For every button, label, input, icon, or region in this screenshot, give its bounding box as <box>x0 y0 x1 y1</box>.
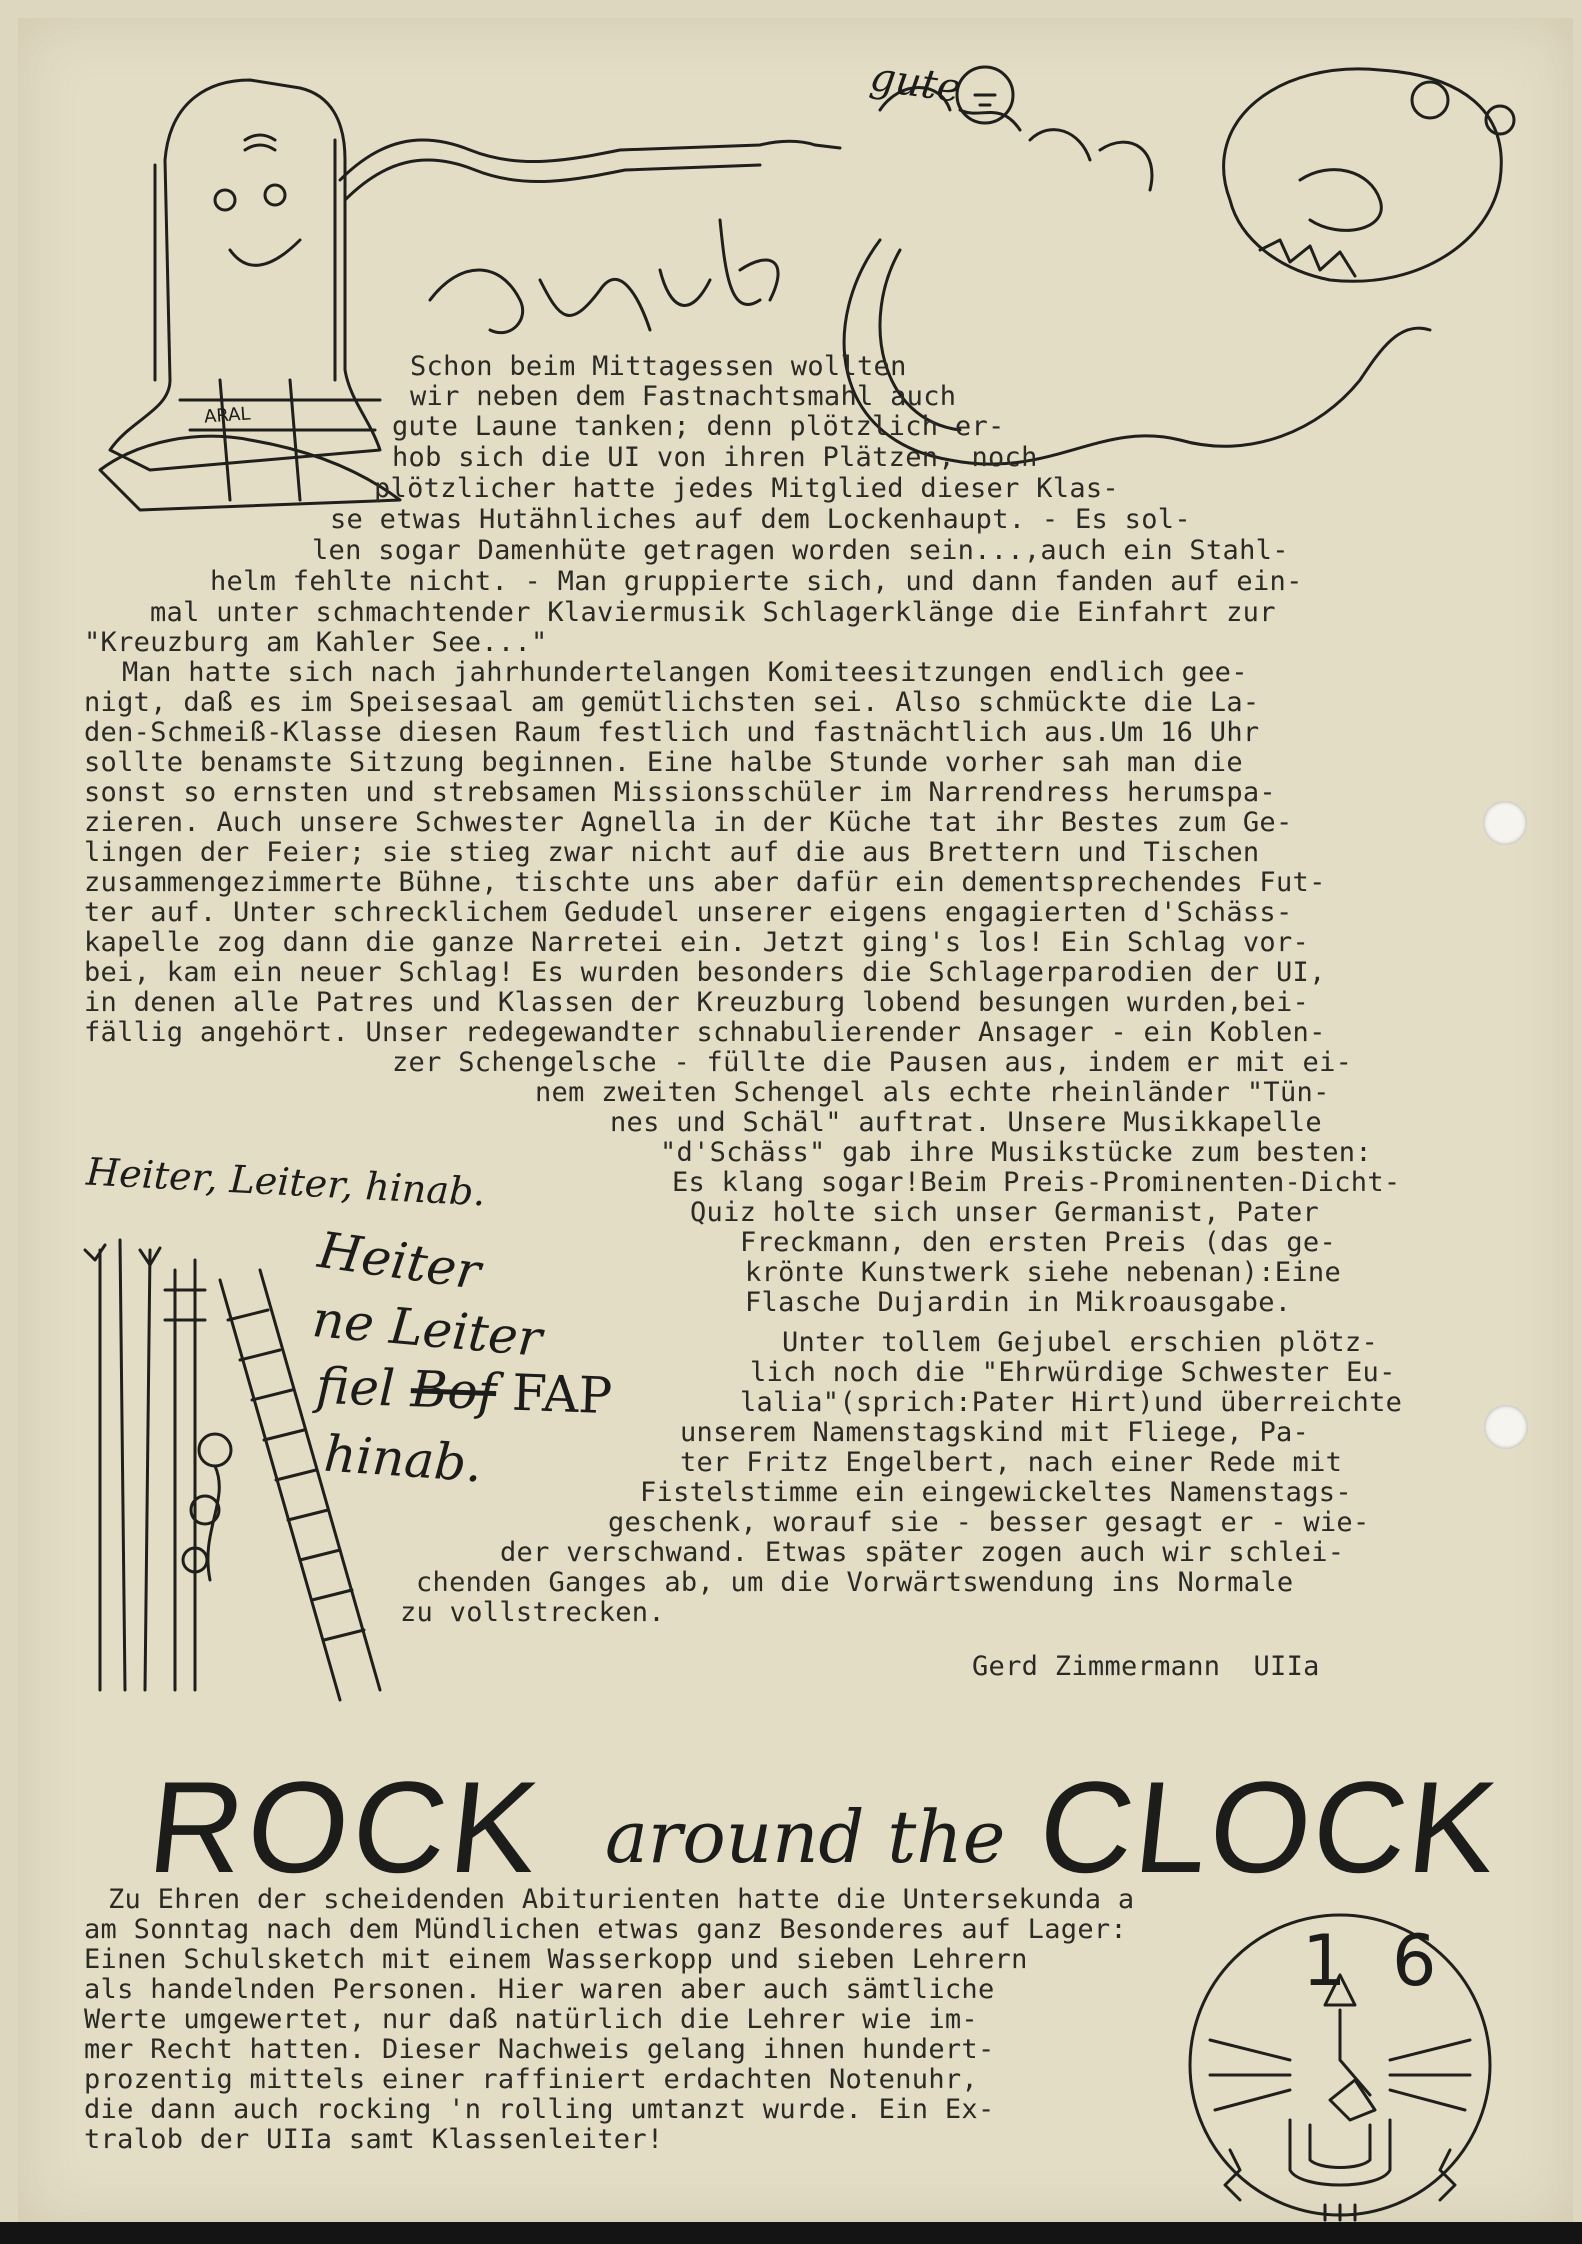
title-around-the: around the <box>605 1795 1006 1879</box>
article2-line: tralob der UIIa samt Klassenleiter! <box>84 2124 664 2155</box>
article-line: ter Fritz Engelbert, nach einer Rede mit <box>680 1447 1343 1478</box>
article-line: unserem Namenstagskind mit Fliege, Pa- <box>680 1417 1310 1448</box>
clock-digit-6: 6 <box>1392 1920 1437 2002</box>
article-line: lalia"(sprich:Pater Hirt)und überreichte <box>740 1387 1403 1418</box>
article-line: in denen alle Patres und Klassen der Kreuzburg lobend besungen wurden,bei- <box>84 987 1310 1018</box>
article-line: sollte benamste Sitzung beginnen. Eine halbe Stunde vorher sah man die <box>84 747 1243 778</box>
article-line: nigt, daß es im Speisesaal am gemütlichsten sei. Also schmückte die La- <box>84 687 1260 718</box>
article-line: chenden Ganges ab, um die Vorwärtswendung ins Normale <box>416 1567 1294 1598</box>
article-line: Unter tollem Gejubel erschien plötz- <box>782 1327 1378 1358</box>
article2-line: mer Recht hatten. Dieser Nachweis gelang ihnen hundert- <box>84 2034 995 2065</box>
article-line: ter auf. Unter schrecklichem Gedudel unserer eigens engagierten d'Schäss- <box>84 897 1293 928</box>
article-line: "Kreuzburg am Kahler See..." <box>84 627 548 658</box>
title-rock: ROCK <box>142 1754 550 1900</box>
article-line: sonst so ernsten und strebsamen Missionsschüler im Narrendress herumspa- <box>84 777 1276 808</box>
article-line: bei, kam ein neuer Schlag! Es wurden besonders die Schlagerparodien der UI, <box>84 957 1326 988</box>
article-line: gute Laune tanken; denn plötzlich er- <box>392 411 1005 442</box>
poem-line-1: Heiter <box>314 1220 485 1302</box>
article-line: kapelle zog dann die ganze Narretei ein. Jetzt ging's los! Ein Schlag vor- <box>84 927 1310 958</box>
article-line: geschenk, worauf sie - besser gesagt er - wie- <box>608 1507 1370 1538</box>
article-line: Flasche Dujardin in Mikroausgabe. <box>745 1287 1292 1318</box>
article-line: zer Schengelsche - füllte die Pausen aus, indem er mit ei- <box>392 1047 1353 1078</box>
pump-label: ARAL <box>203 403 252 428</box>
article2-line: die dann auch rocking 'n rolling umtanzt wurde. Ein Ex- <box>84 2094 995 2125</box>
article2-line: Einen Schulsketch mit einem Wasserkopp und sieben Lehrern <box>84 1944 1028 1975</box>
poem-word-fiel: fiel <box>315 1356 396 1418</box>
article-line: Freckmann, den ersten Preis (das ge- <box>740 1227 1336 1258</box>
article2-line: prozentig mittels einer raffiniert erdachten Notenuhr, <box>84 2064 978 2095</box>
article-line: krönte Kunstwerk siehe nebenan):Eine <box>745 1257 1341 1288</box>
clock-digit-1: 1 <box>1302 1920 1347 2002</box>
article-line: helm fehlte nicht. - Man gruppierte sich, und dann fanden auf ein- <box>210 566 1303 597</box>
title-clock: CLOCK <box>1032 1754 1506 1900</box>
article-line: lich noch die "Ehrwürdige Schwester Eu- <box>750 1357 1396 1388</box>
article-line: Fistelstimme ein eingewickeltes Namenstags- <box>640 1477 1352 1508</box>
article-line: fällig angehört. Unser redegewandter schnabulierender Ansager - ein Koblen- <box>84 1017 1326 1048</box>
poem-struck-word: Bof <box>409 1360 498 1422</box>
poem-line-2: ne Leiter <box>309 1290 545 1368</box>
article-line: den-Schmeiß-Klasse diesen Raum festlich und fastnächtlich aus.Um 16 Uhr <box>84 717 1260 748</box>
article-line: Es klang sogar!Beim Preis-Prominenten-Dicht- <box>672 1167 1401 1198</box>
article-line: lingen der Feier; sie stieg zwar nicht auf die aus Brettern und Tischen <box>84 837 1260 868</box>
article-line: Schon beim Mittagessen wollten <box>410 351 907 382</box>
poem-heading: Heiter, Leiter, hinab. <box>85 1149 487 1215</box>
article2-line: als handelnden Personen. Hier waren aber auch sämtliche <box>84 1974 995 2005</box>
article-line: len sogar Damenhüte getragen worden sein...,auch ein Stahl- <box>312 535 1289 566</box>
article-line: wir neben dem Fastnachtsmahl auch <box>410 381 957 412</box>
article-line: plötzlicher hatte jedes Mitglied dieser Klas- <box>374 473 1119 504</box>
article-line: mal unter schmachtender Klaviermusik Schlagerklänge die Einfahrt zur <box>150 597 1276 628</box>
article-line: nes und Schäl" auftrat. Unsere Musikkapelle <box>610 1107 1322 1138</box>
article-line: der verschwand. Etwas später zogen auch wir schlei- <box>500 1537 1345 1568</box>
author-class: UIIa <box>1253 1651 1320 1682</box>
article-line: Quiz holte sich unser Germanist, Pater <box>690 1197 1320 1228</box>
article-line: Man hatte sich nach jahrhundertelangen Komiteesitzungen endlich gee- <box>122 657 1248 688</box>
article2-line: Zu Ehren der scheidenden Abiturienten hatte die Untersekunda a <box>108 1884 1135 1915</box>
poem-word-fap: FAP <box>511 1363 614 1426</box>
article-line: se etwas Hutähnliches auf dem Lockenhaupt. - Es sol- <box>330 504 1191 535</box>
article-line: "d'Schäss" gab ihre Musikstücke zum besten: <box>660 1137 1372 1168</box>
author-name: Gerd Zimmermann <box>972 1651 1221 1682</box>
article-line: zu vollstrecken. <box>400 1597 665 1628</box>
article2-line: Werte umgewertet, nur daß natürlich die Lehrer wie im- <box>84 2004 978 2035</box>
article-line: zieren. Auch unsere Schwester Agnella in der Küche tat ihr Bestes zum Ge- <box>84 807 1293 838</box>
article-line: zusammengezimmerte Bühne, tischte uns aber dafür ein dementsprechendes Fut- <box>84 867 1326 898</box>
article-line: nem zweiten Schengel als echte rheinländer "Tün- <box>535 1077 1330 1108</box>
header-lettering-gute: gute <box>867 53 964 113</box>
poem-line-4: hinab. <box>322 1424 484 1494</box>
article-line: hob sich die UI von ihren Plätzen, noch <box>392 442 1038 473</box>
article2-line: am Sonntag nach dem Mündlichen etwas ganz Besonderes auf Lager: <box>84 1914 1127 1945</box>
scan-bottom-edge <box>0 2222 1582 2244</box>
